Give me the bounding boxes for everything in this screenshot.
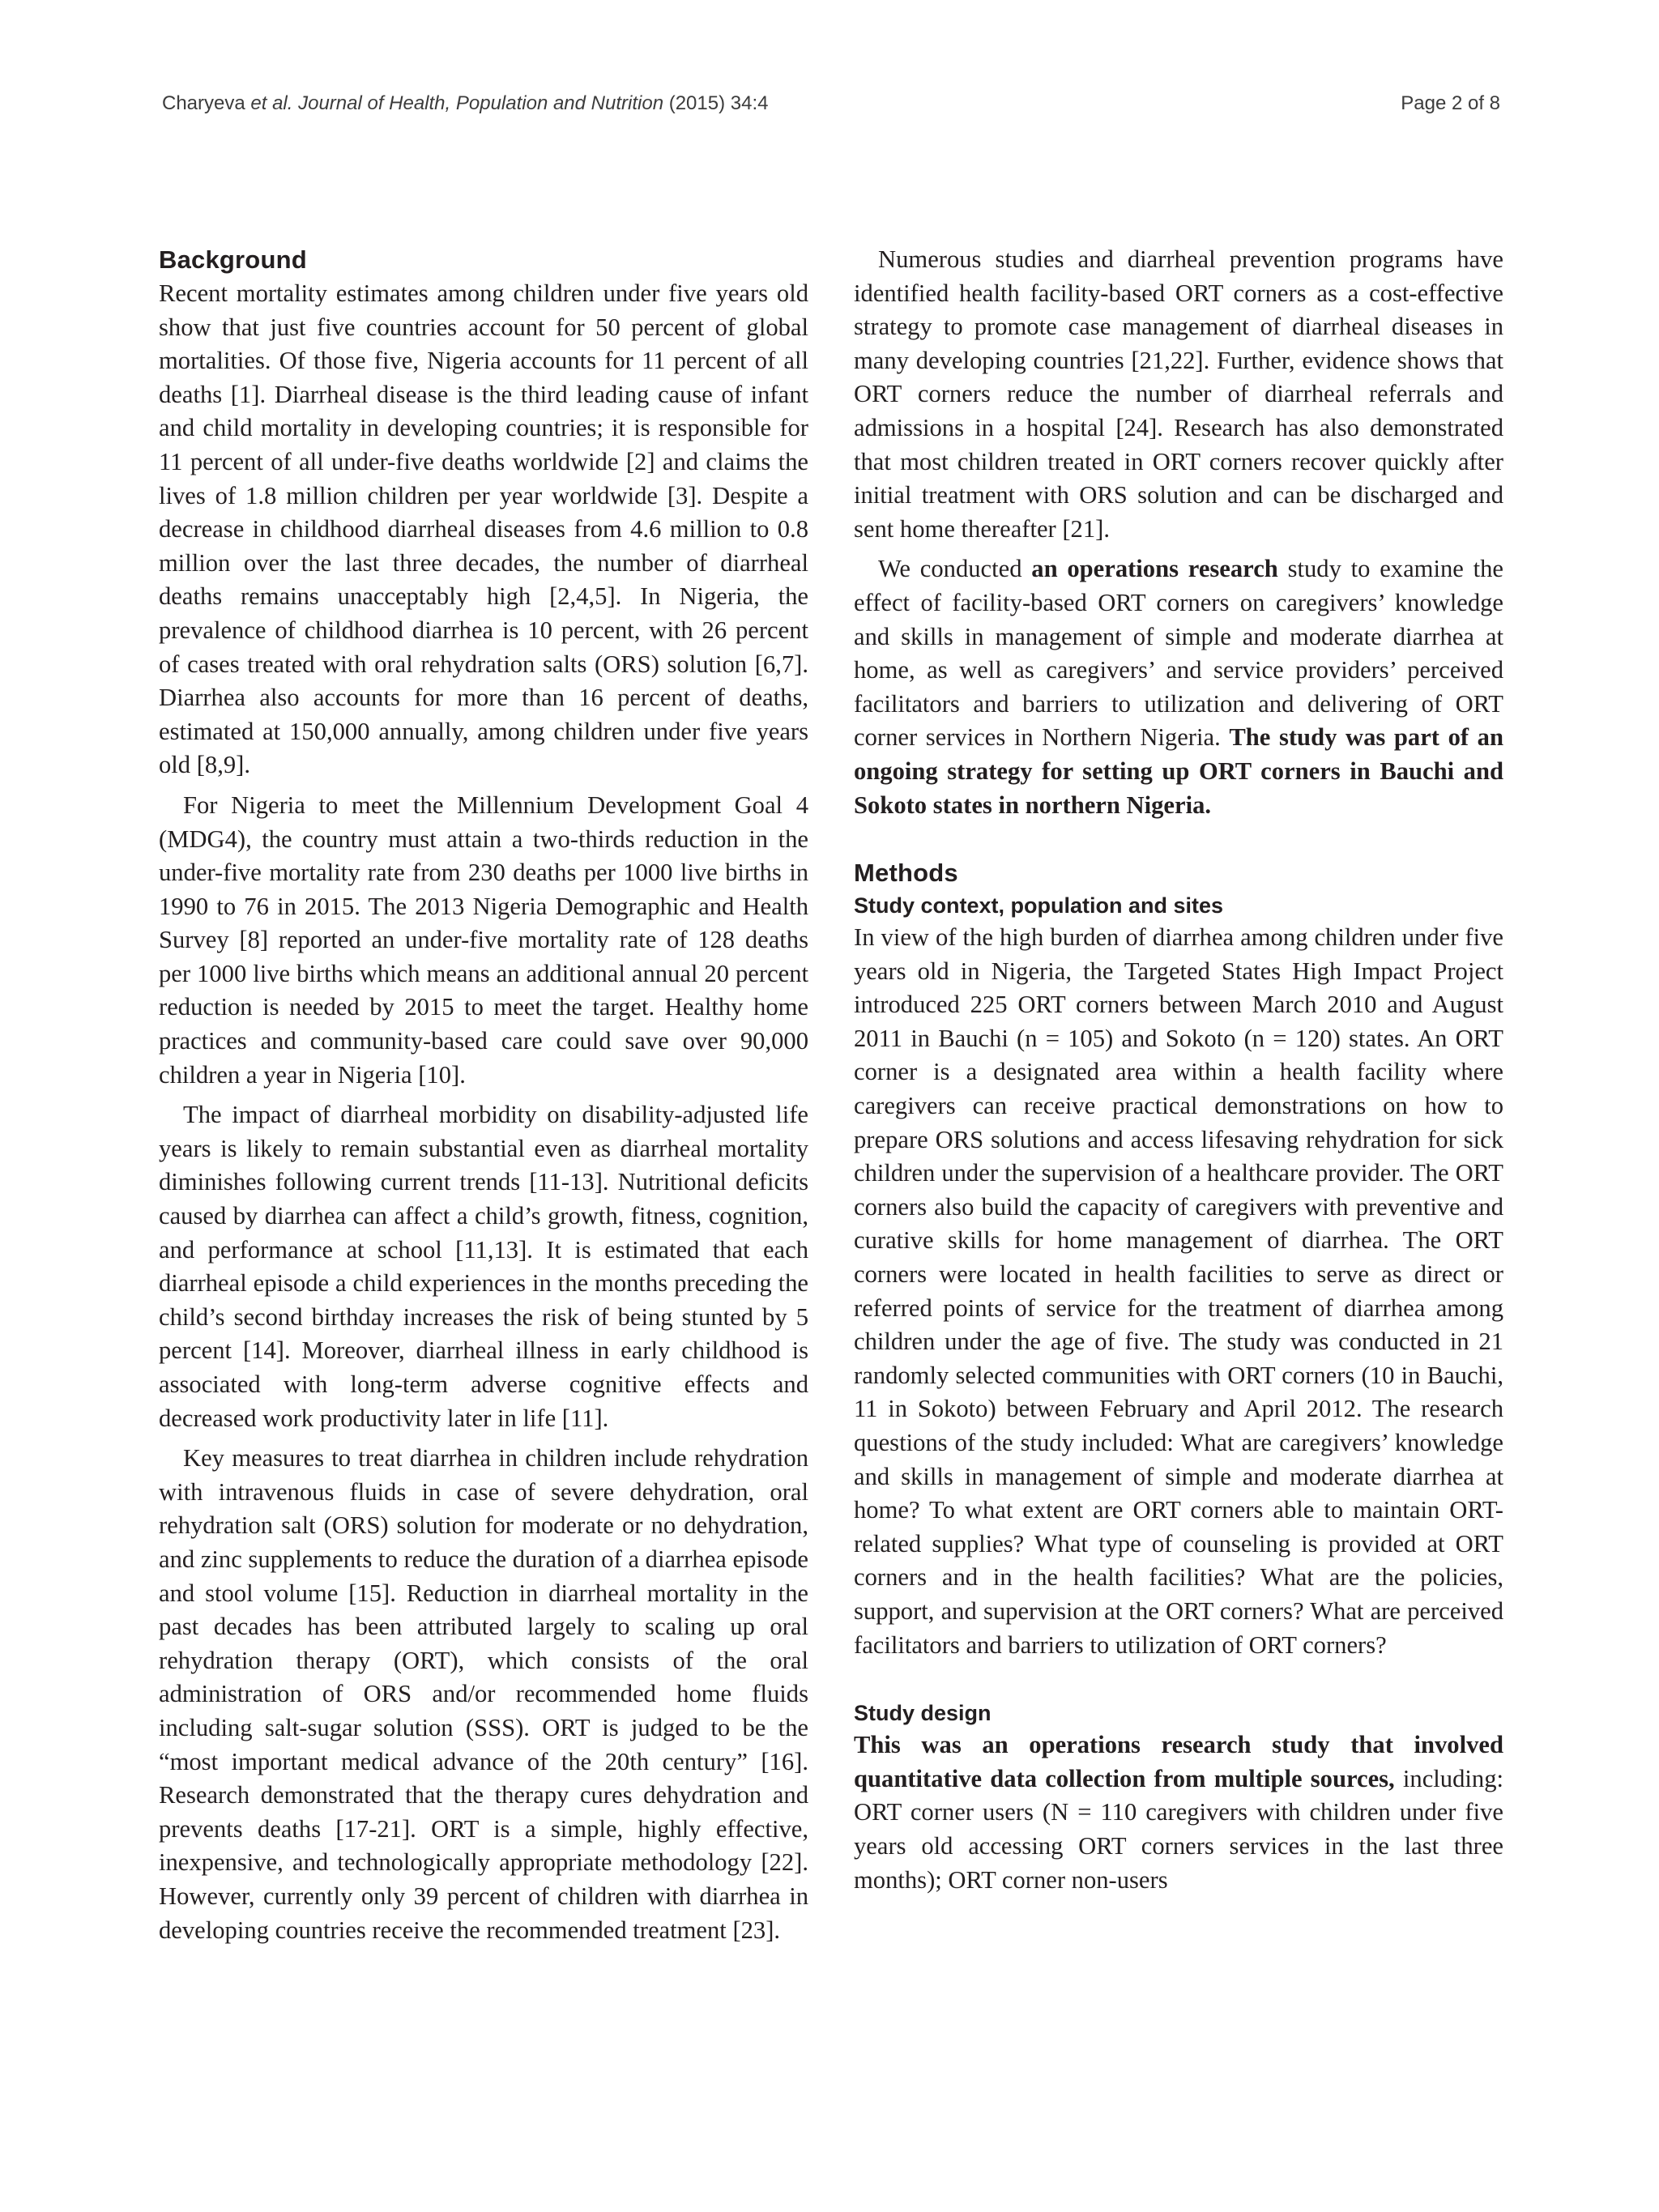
page-number: Page 2 of 8: [1401, 92, 1500, 114]
methods-heading: Methods: [854, 859, 958, 888]
paragraph: We conducted an operations research study to examine the effect of facility-based ORT corners on caregivers’ knowledge and skills in management of simple and moderate diarrhea at home, as well as caregivers’ and service providers’ perceived facilitators and barriers to utilization and delivering of ORT corner services in Northern Nigeria. The study was part of an ongoing strategy for setting up ORT corners in Bauchi and Sokoto states in northern Nigeria.: [854, 555, 1503, 819]
authors: Charyeva: [162, 92, 251, 114]
paragraph: This was an operations research study that involved quantitative data collection from multiple sources, including: ORT corner users (N = 110 caregivers with children under five years old accessing ORT corners services in the last three months); ORT corner non-users: [854, 1731, 1503, 1894]
background-heading: Background: [159, 245, 307, 274]
subheading-study-design: Study design: [854, 1701, 992, 1726]
right-column: [854, 243, 1503, 1903]
paragraph: The impact of diarrheal morbidity on disability-adjusted life years is likely to remain substantial even as diarrheal mortality diminishes following current trends [11-13]. Nutritional deficits caused by diarrhea can affect a child’s growth, fitness, cognition, and performance at school [11,13]. It is estimated that each diarrheal episode a child experiences in the months preceding the child’s second birthday increases the risk of being stunted by 5 percent [14]. Moreover, diarrheal illness in early childhood is associated with long-term adverse cognitive effects and decreased work productivity later in life [11].: [159, 1101, 808, 1432]
subheading-study-context: Study context, population and sites: [854, 893, 1224, 918]
paragraph: Numerous studies and diarrheal prevention programs have identified health facility-based ORT corners as a cost-effective strategy to promote case management of diarrheal diseases in many developing countries [21,22]. Further, evidence shows that ORT corners reduce the number of diarrheal referrals and admissions in a hospital [24]. Research has also demonstrated that most children treated in ORT corners recover quickly after initial treatment with ORS solution and can be discharged and sent home thereafter [21].: [854, 245, 1503, 543]
emphasis: This was an operations research study that involved quantitative data collection from multiple sources,: [854, 1731, 1503, 1792]
paragraph: In view of the high burden of diarrhea among children under five years old in Nigeria, the Targeted States High Impact Project introduced 225 ORT corners between March 2010 and August 2011 in Bauchi (n = 105) and Sokoto (n = 120) states. An ORT corner is a designated area within a health facility where caregivers can receive practical demonstrations on how to prepare ORS solutions and access lifesaving rehydration for sick children under the supervision of a healthcare provider. The ORT corners also build the capacity of caregivers with preventive and curative skills for home management of diarrhea. The ORT corners were located in health facilities to serve as direct or referred points of service for the treatment of diarrhea among children under the age of five. The study was conducted in 21 randomly selected communities with ORT corners (10 in Bauchi, 11 in Sokoto) between February and April 2012. The research questions of the study included: What are caregivers’ knowledge and skills in management of simple and moderate diarrhea at home? To what extent are ORT corners able to maintain ORT-related supplies? What type of counseling is provided at ORT corners and in the health facilities? What are the policies, support, and supervision at the ORT corners? What are perceived facilitators and barriers to utilization of ORT corners?: [854, 923, 1503, 1659]
emphasis: The study was part of an ongoing strategy for setting up ORT corners in Bauchi and Sokoto states in northern Nigeria.: [854, 723, 1503, 819]
et-al: et al.: [250, 92, 293, 114]
paragraph: Recent mortality estimates among children under five years old show that just five countries account for 50 percent of global mortalities. Of those five, Nigeria accounts for 11 percent of all deaths [1]. Diarrheal disease is the third leading cause of infant and child mortality in developing countries; it is responsible for 11 percent of all under-five deaths worldwide [2] and claims the lives of 1.8 million children per year worldwide [3]. Despite a decrease in childhood diarrheal diseases from 4.6 million to 0.8 million over the last three decades, the number of diarrheal deaths remains unacceptably high [2,4,5]. In Nigeria, the prevalence of childhood diarrhea is 10 percent, with 26 percent of cases treated with oral rehydration salts (ORS) solution [6,7]. Diarrhea also accounts for more than 16 percent of deaths, estimated at 150,000 annually, among children under five years old [8,9].: [159, 279, 808, 779]
paragraph: Key measures to treat diarrhea in children include rehydration with intravenous fluids in case of severe dehydration, oral rehydration salt (ORS) solution for moderate or no dehydration, and zinc supplements to reduce the duration of a diarrhea episode and stool volume [15]. Reduction in diarrheal mortality in the past decades has been attributed largely to scaling up oral rehydration therapy (ORT), which consists of the oral administration of ORS and/or recommended home fluids including salt-sugar solution (SSS). ORT is judged to be the “most important medical advance of the 20th century” [16]. Research demonstrated that the therapy cures dehydration and prevents deaths [17-21]. ORT is a simple, highly effective, inexpensive, and technologically appropriate methodology [22]. However, currently only 39 percent of children with diarrhea in developing countries receive the recommended treatment [23].: [159, 1444, 808, 1944]
citation: [162, 92, 768, 115]
volume-issue: (2015) 34:4: [668, 92, 769, 114]
journal-title: Journal of Health, Population and Nutrition: [292, 92, 669, 114]
emphasis: an operations research: [1031, 555, 1278, 583]
running-header: [162, 92, 1500, 125]
left-column: [159, 243, 808, 1954]
paragraph: For Nigeria to meet the Millennium Development Goal 4 (MDG4), the country must attain a two-thirds reduction in the under-five mortality rate from 230 deaths per 1000 live births in 1990 to 76 in 2015. The 2013 Nigeria Demographic and Health Survey [8] reported an under-five mortality rate of 128 deaths per 1000 live births which means an additional annual 20 percent reduction is needed by 2015 to meet the target. Healthy home practices and community-based care could save over 90,000 children a year in Nigeria [10].: [159, 791, 808, 1089]
